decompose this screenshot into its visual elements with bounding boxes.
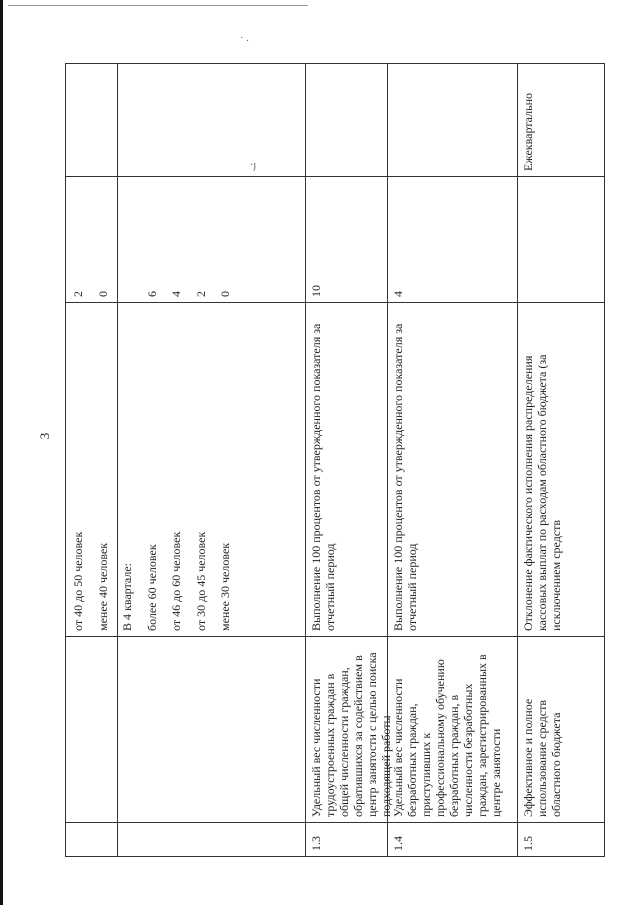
criterion-line: от 30 до 45 человек [193,531,208,631]
criterion-line: менее 30 человек [218,542,232,631]
criterion-line: от 40 до 50 человек [71,531,85,631]
points-value: 2 [193,291,208,297]
scan-edge [0,0,3,905]
points-value: 4 [169,291,183,297]
continuation-points [65,177,305,303]
continuation-criteria [65,303,305,637]
period-text: Ежеквартально [521,93,535,171]
scan-speck: ˙ · [240,36,250,47]
points-value: 6 [144,291,159,297]
indicator-text: Удельный вес численности трудоустроенных граждан в общей численности граждан, обратившихся за содействием в центр занятости с целью поиска подходящей работы [309,652,393,817]
period-text [387,64,517,177]
criterion-line: менее 40 человек [95,542,110,631]
criterion-text: Выполнение 100 процентов от утвержденного показателя за отчетный период [309,323,337,631]
row-number: 1.3 [309,836,323,851]
indicator-text: Удельный вес численности безработных граждан, приступивших к профессиональному обучению безработных граждан, в численности безработных граждан, зарегистрированных в центре занятости [391,654,503,817]
criterion-text: Выполнение 100 процентов от утвержденного показателя за отчетный период [391,323,419,631]
rotated-page [37,15,605,857]
criterion-line: от 46 до 60 человек [169,531,183,631]
points-value: 0 [218,291,232,297]
row-number: 1.4 [391,836,405,851]
points-value: 4 [391,291,405,297]
criterion-line: В 4 квартале: [120,563,134,631]
points-value: 2 [71,291,85,297]
indicator-text: Эффективное и полное использование средств областного бюджета [521,698,563,817]
points-value: 10 [309,285,323,297]
page-number: 3 [37,432,52,440]
period-text [305,64,387,177]
criterion-text: Отклонение фактического исполнения распределения кассовых выплат по расходам областного бюджета (за исключением средств [521,354,563,631]
points-value [517,177,605,303]
criteria-table [65,15,605,857]
scan-top-rule [8,5,308,6]
points-value: 0 [95,291,110,297]
scan-speck: ·ȷ [250,160,257,171]
points-value [120,183,145,297]
criterion-line: более 60 человек [144,544,159,631]
row-number: 1.5 [521,836,535,851]
